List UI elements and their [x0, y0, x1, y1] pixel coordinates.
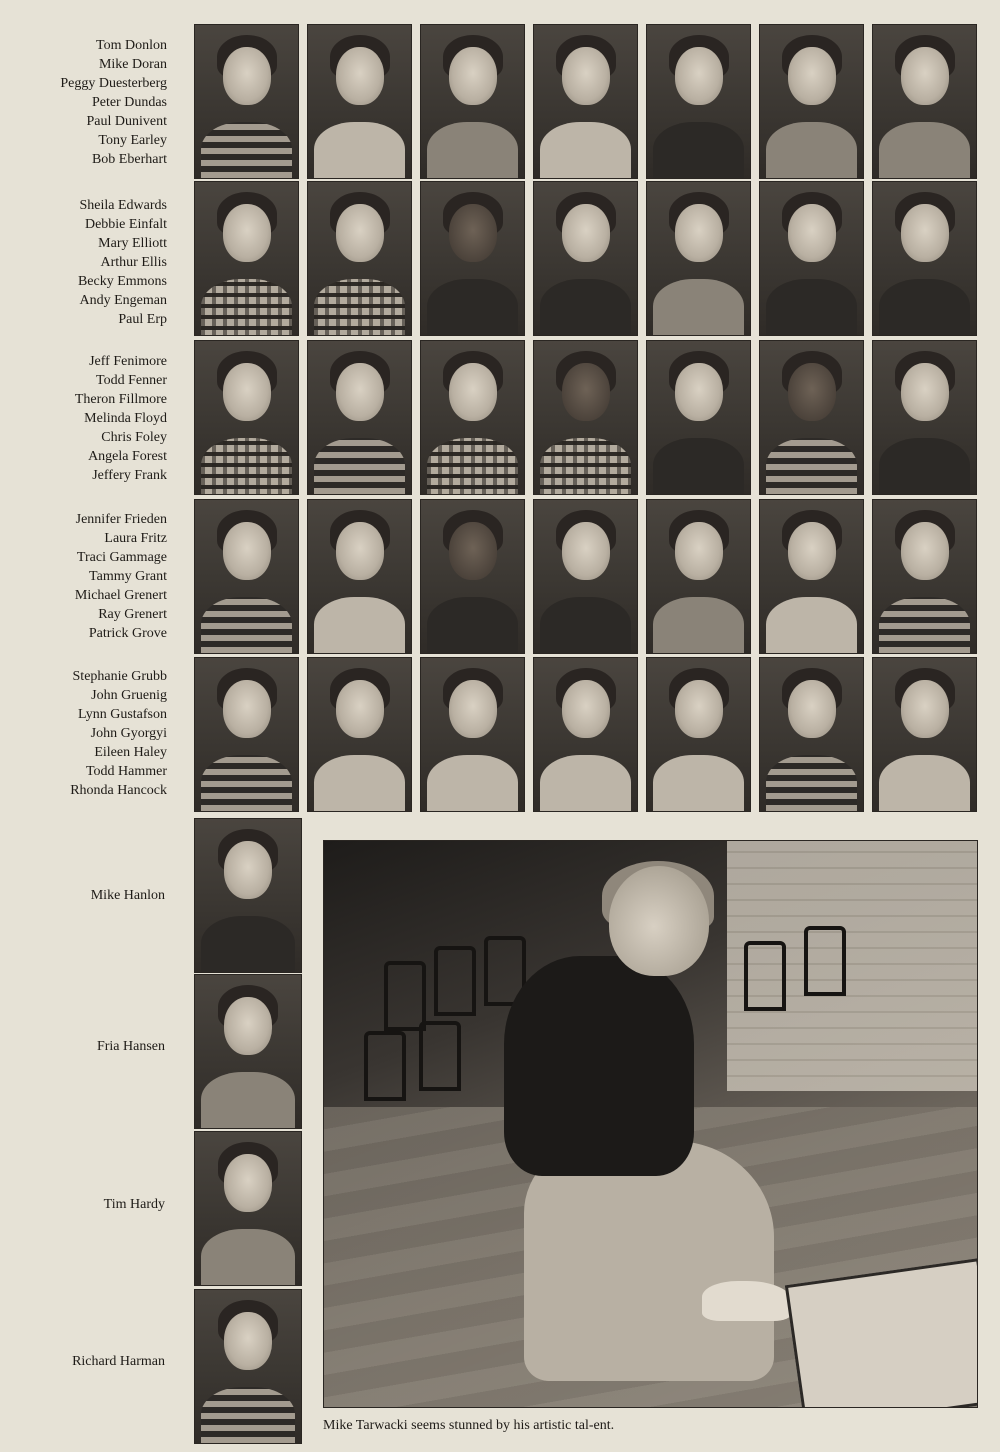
portrait-photo: [759, 657, 864, 812]
portrait-photo: [307, 181, 412, 336]
student-name: Jeff Fenimore: [89, 354, 167, 369]
student-name: Theron Fillmore: [74, 392, 167, 407]
portrait-photo: [533, 24, 638, 179]
student-name: Arthur Ellis: [100, 255, 167, 270]
student-name: Bob Eberhart: [91, 152, 167, 167]
portrait-photo: [420, 24, 525, 179]
portrait-photo: [872, 24, 977, 179]
photo-caption: Mike Tarwacki seems stunned by his artistic tal-ent.: [323, 1418, 615, 1433]
student-name: Andy Engeman: [79, 293, 167, 308]
student-name: Angela Forest: [88, 449, 167, 464]
student-name: Melinda Floyd: [84, 411, 167, 426]
student-name: Paul Dunivent: [86, 114, 167, 129]
student-name: Sheila Edwards: [79, 198, 167, 213]
portrait-photo: [646, 499, 751, 654]
student-name: Tony Earley: [98, 133, 167, 148]
row-5-names: [20, 667, 167, 800]
student-name: Lynn Gustafson: [77, 707, 167, 722]
portrait-photo: [759, 24, 864, 179]
portrait-photo: [646, 24, 751, 179]
portrait-photo: [420, 657, 525, 812]
portrait-photo: [307, 340, 412, 495]
portrait-photo: [872, 499, 977, 654]
student-name: Paul Erp: [118, 312, 167, 327]
photo-row-1: [194, 24, 979, 180]
portrait-photo: [194, 974, 302, 1129]
student-name: Todd Fenner: [96, 373, 167, 388]
student-name: Tammy Grant: [89, 569, 167, 584]
student-name: Rhonda Hancock: [70, 783, 167, 798]
portrait-photo: [872, 181, 977, 336]
portrait-photo: [533, 340, 638, 495]
student-name: Richard Harman: [72, 1354, 165, 1369]
row-1-names: [20, 36, 167, 169]
portrait-photo: [646, 657, 751, 812]
student-name: Stephanie Grubb: [72, 669, 167, 684]
portrait-photo: [646, 181, 751, 336]
student-name: Mike Doran: [98, 57, 167, 72]
student-name: Todd Hammer: [85, 764, 167, 779]
student-name: John Gyorgyi: [90, 726, 167, 741]
portrait-photo: [533, 657, 638, 812]
row-4-names: [20, 510, 167, 643]
candid-photo: [323, 840, 978, 1408]
student-name: Jennifer Frieden: [75, 512, 167, 527]
portrait-photo: [307, 24, 412, 179]
student-name: Jeffery Frank: [92, 468, 167, 483]
portrait-photo: [420, 499, 525, 654]
photo-row-2: [194, 181, 979, 337]
row-2-names: [20, 196, 167, 329]
student-name: Michael Grenert: [74, 588, 167, 603]
student-name: Fria Hansen: [96, 1039, 165, 1054]
student-name: John Gruenig: [91, 688, 167, 703]
student-name: Debbie Einfalt: [84, 217, 167, 232]
portrait-photo: [759, 181, 864, 336]
student-name: Becky Emmons: [77, 274, 167, 289]
student-name: Laura Fritz: [104, 531, 167, 546]
portrait-photo: [420, 181, 525, 336]
portrait-photo: [194, 24, 299, 179]
portrait-photo: [646, 340, 751, 495]
student-name: Eileen Haley: [94, 745, 167, 760]
portrait-photo: [307, 499, 412, 654]
portrait-photo: [194, 499, 299, 654]
student-name: Mary Elliott: [98, 236, 167, 251]
student-name: Chris Foley: [101, 430, 167, 445]
portrait-photo: [872, 340, 977, 495]
portrait-photo: [872, 657, 977, 812]
photo-row-3: [194, 340, 979, 496]
portrait-photo: [533, 499, 638, 654]
photo-row-4: [194, 499, 979, 655]
portrait-photo: [533, 181, 638, 336]
student-name: Peter Dundas: [91, 95, 167, 110]
student-name: Traci Gammage: [76, 550, 167, 565]
student-name: Ray Grenert: [98, 607, 167, 622]
portrait-photo: [194, 1131, 302, 1286]
student-name: Peggy Duesterberg: [60, 76, 167, 91]
portrait-photo: [194, 340, 299, 495]
portrait-photo: [194, 818, 302, 973]
portrait-photo: [759, 340, 864, 495]
student-name: Mike Hanlon: [90, 888, 165, 903]
student-name: Patrick Grove: [88, 626, 167, 641]
portrait-photo: [420, 340, 525, 495]
row-3-names: [20, 352, 167, 485]
portrait-photo: [194, 657, 299, 812]
portrait-photo: [194, 181, 299, 336]
portrait-photo: [307, 657, 412, 812]
photo-row-5: [194, 657, 979, 813]
portrait-photo: [759, 499, 864, 654]
portrait-photo: [194, 1289, 302, 1444]
student-name: Tom Donlon: [96, 38, 167, 53]
student-name: Tim Hardy: [103, 1197, 165, 1212]
